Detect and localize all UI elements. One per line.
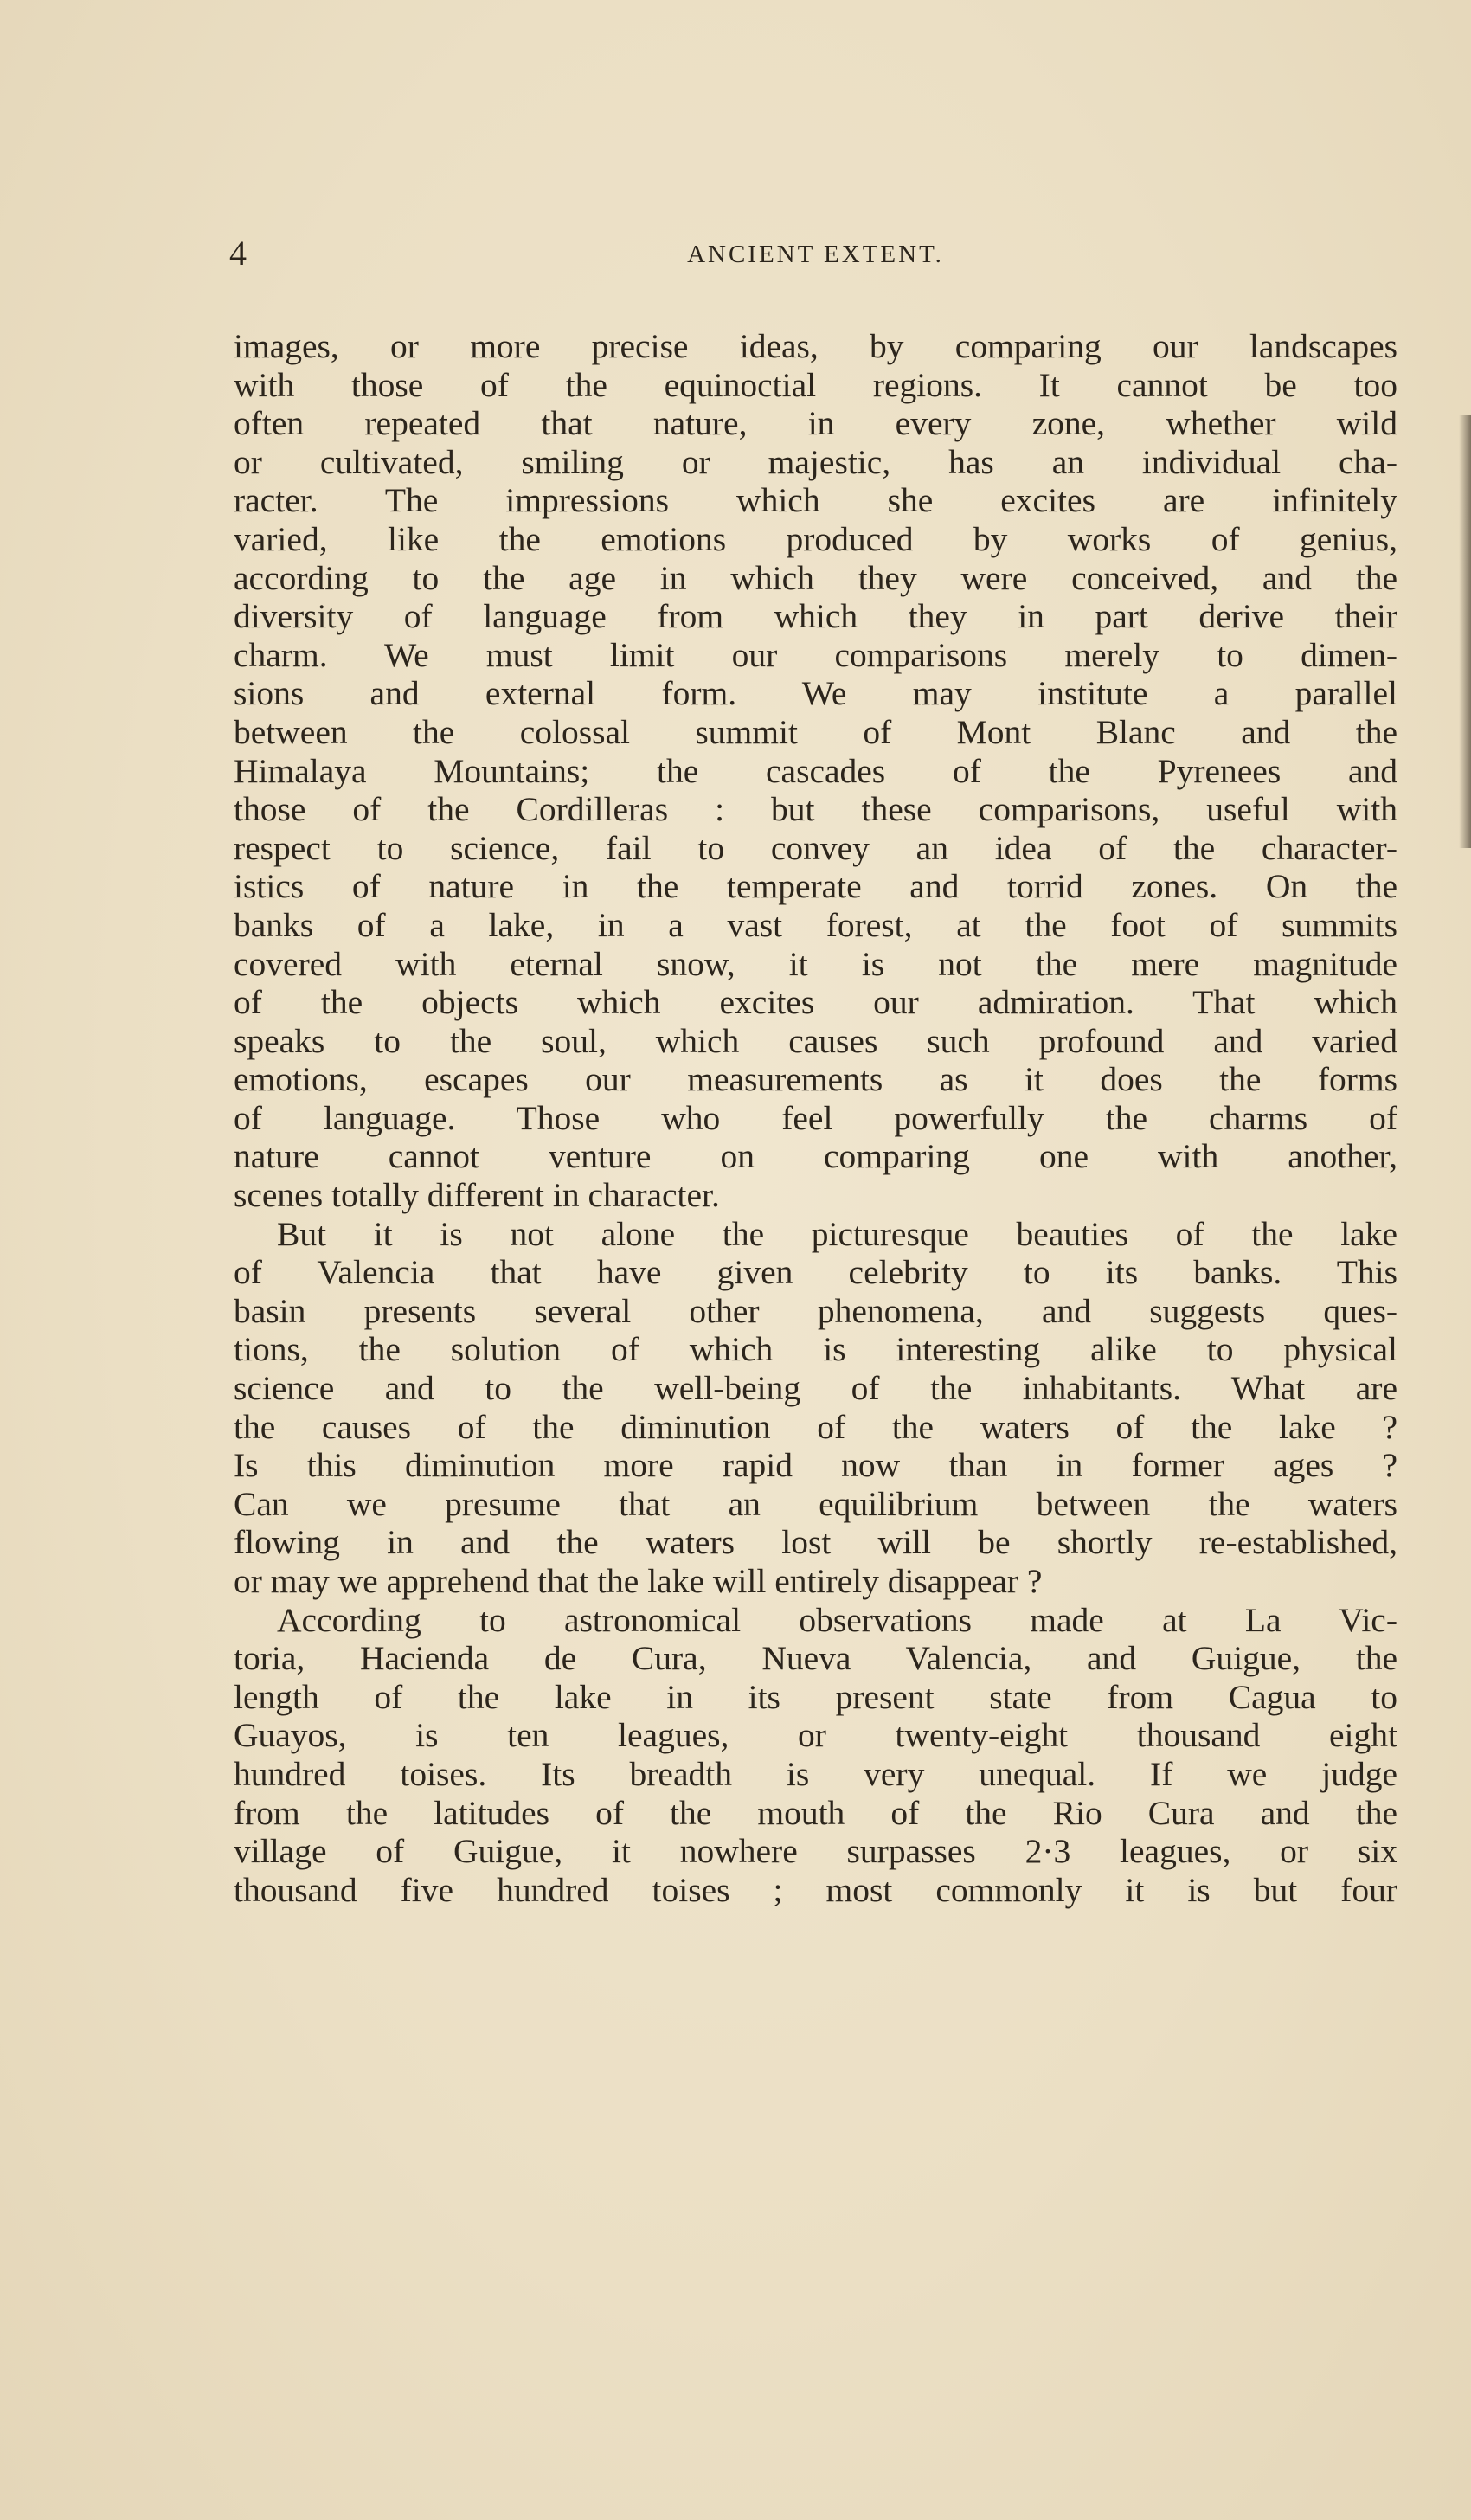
text-line: speaks to the soul, which causes such profound and varied — [234, 1021, 1397, 1060]
text-line: thousand five hundred toises ; most commonly it is but four — [234, 1870, 1397, 1909]
text-line: banks of a lake, in a vast forest, at the foot of summits — [234, 905, 1397, 944]
text-line: covered with eternal snow, it is not the mere magnitude — [234, 944, 1397, 983]
text-line: varied, like the emotions produced by works of genius, — [234, 519, 1397, 558]
text-line: According to astronomical observations made at La Vic- — [277, 1600, 1397, 1639]
text-line: the causes of the diminution of the waters of the lake ? — [234, 1407, 1397, 1446]
text-line: according to the age in which they were conceived, and the — [234, 558, 1397, 597]
text-line: istics of nature in the temperate and torrid zones. On the — [234, 867, 1397, 906]
text-line: length of the lake in its present state from Cagua to — [234, 1677, 1397, 1716]
text-line: often repeated that nature, in every zone, whether wild — [234, 404, 1397, 443]
page-number: 4 — [229, 234, 247, 273]
text-line: emotions, escapes our measurements as it does the forms — [234, 1060, 1397, 1099]
text-line: sions and external form. We may institute a parallel — [234, 674, 1397, 713]
text-line: flowing in and the waters lost will be shortly re-established, — [234, 1523, 1397, 1562]
text-line: science and to the well-being of the inhabitants. What are — [234, 1369, 1397, 1408]
text-line: toria, Hacienda de Cura, Nueva Valencia, and Guigue, the — [234, 1639, 1397, 1678]
text-line: But it is not alone the picturesque beauties of the lake — [277, 1214, 1397, 1253]
text-line: village of Guigue, it nowhere surpasses 2·3 leagues, or six — [234, 1832, 1397, 1871]
text-line: Himalaya Mountains; the cascades of the Pyrenees and — [234, 751, 1397, 790]
text-line: basin presents several other phenomena, and suggests ques- — [234, 1291, 1397, 1330]
text-line: diversity of language from which they in part derive their — [234, 597, 1397, 636]
text-line: between the colossal summit of Mont Blanc and the — [234, 712, 1397, 751]
running-head: ANCIENT EXTENT. — [687, 241, 944, 268]
text-line: those of the Cordilleras : but these comparisons, useful with — [234, 790, 1397, 829]
text-line: scenes totally different in character. — [234, 1176, 720, 1215]
text-line: with those of the equinoctial regions. It cannot be too — [234, 365, 1397, 404]
page-edge-shadow — [1459, 415, 1471, 848]
text-line: from the latitudes of the mouth of the Rio Cura and the — [234, 1793, 1397, 1832]
text-line: or may we apprehend that the lake will entirely disappear ? — [234, 1562, 1043, 1600]
text-line: nature cannot venture on comparing one with another, — [234, 1137, 1397, 1176]
text-line: of the objects which excites our admiration. That which — [234, 983, 1397, 1022]
paragraph-3 — [234, 1601, 1397, 1910]
text-line: charm. We must limit our comparisons merely to dimen- — [234, 635, 1397, 674]
text-line: hundred toises. Its breadth is very unequal. If we judge — [234, 1754, 1397, 1793]
text-line: or cultivated, smiling or majestic, has an individual cha- — [234, 442, 1397, 481]
text-line: images, or more precise ideas, by comparing our landscapes — [234, 327, 1397, 365]
text-line: of Valencia that have given celebrity to its banks. This — [234, 1253, 1397, 1292]
text-line: Guayos, is ten leagues, or twenty-eight thousand eight — [234, 1716, 1397, 1755]
body-text — [234, 327, 1397, 1909]
paragraph-2 — [234, 1215, 1397, 1601]
text-line: respect to science, fail to convey an idea of the character- — [234, 828, 1397, 867]
text-line: of language. Those who feel powerfully the charms of — [234, 1098, 1397, 1137]
text-line: Can we presume that an equilibrium between the waters — [234, 1484, 1397, 1523]
text-line: racter. The impressions which she excites are infinitely — [234, 481, 1397, 520]
text-line: tions, the solution of which is interesting alike to physical — [234, 1330, 1397, 1369]
paragraph-1 — [234, 327, 1397, 1215]
text-line: Is this diminution more rapid now than in former ages ? — [234, 1446, 1397, 1485]
page-header — [229, 232, 1402, 275]
